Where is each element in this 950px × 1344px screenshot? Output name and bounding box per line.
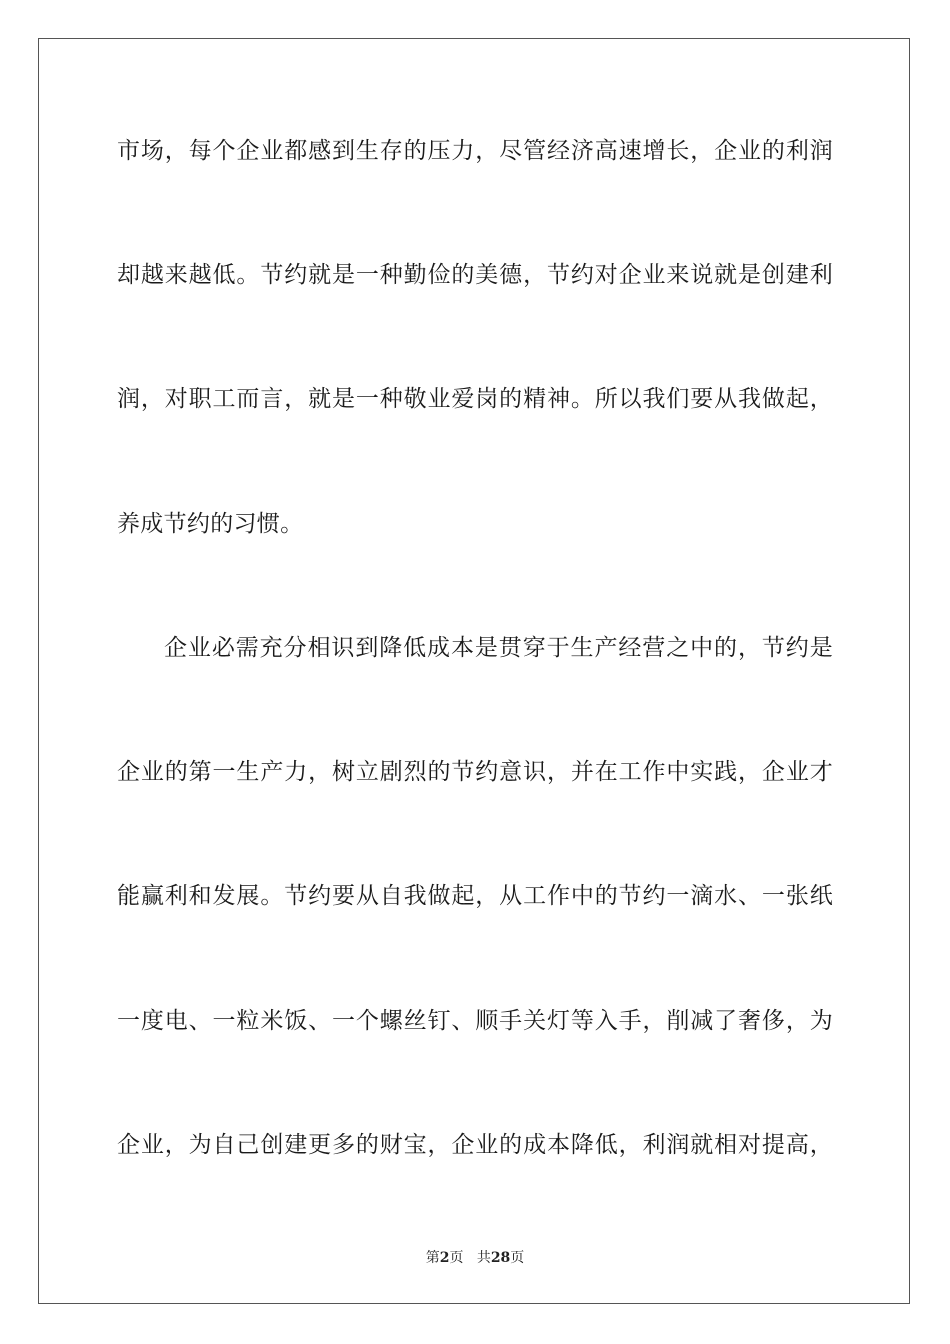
body-line-4: 养成节约的习惯。 bbox=[117, 511, 304, 537]
body-line-3: 润，对职工而言，就是一种敬业爱岗的精神。所以我们要从我做起， bbox=[117, 386, 833, 412]
body-line-1: 市场，每个企业都感到生存的压力，尽管经济高速增长，企业的利润 bbox=[117, 138, 833, 164]
body-line-2: 却越来越低。节约就是一种勤俭的美德，节约对企业来说就是创建利 bbox=[117, 262, 833, 288]
total-pages: 28 bbox=[490, 1250, 511, 1266]
body-line-8: 一度电、一粒米饭、一个螺丝钉、顺手关灯等入手，削减了奢侈，为 bbox=[117, 1008, 833, 1034]
page-footer bbox=[0, 1247, 950, 1267]
body-line-6: 企业的第一生产力，树立剧烈的节约意识，并在工作中实践，企业才 bbox=[117, 759, 833, 785]
body-line-7: 能赢利和发展。节约要从自我做起，从工作中的节约一滴水、一张纸 bbox=[117, 883, 833, 909]
page-prefix: 第 bbox=[425, 1250, 440, 1266]
body-line-9: 企业，为自己创建更多的财宝，企业的成本降低，利润就相对提高， bbox=[117, 1132, 833, 1158]
page-border bbox=[38, 38, 910, 1304]
body-line-5: 企业必需充分相识到降低成本是贯穿于生产经营之中的，节约是 bbox=[164, 635, 833, 661]
total-suffix: 页 bbox=[510, 1250, 525, 1266]
page-number: 2 bbox=[439, 1250, 450, 1266]
total-prefix: 共 bbox=[476, 1250, 491, 1266]
page-suffix: 页 bbox=[449, 1250, 464, 1266]
